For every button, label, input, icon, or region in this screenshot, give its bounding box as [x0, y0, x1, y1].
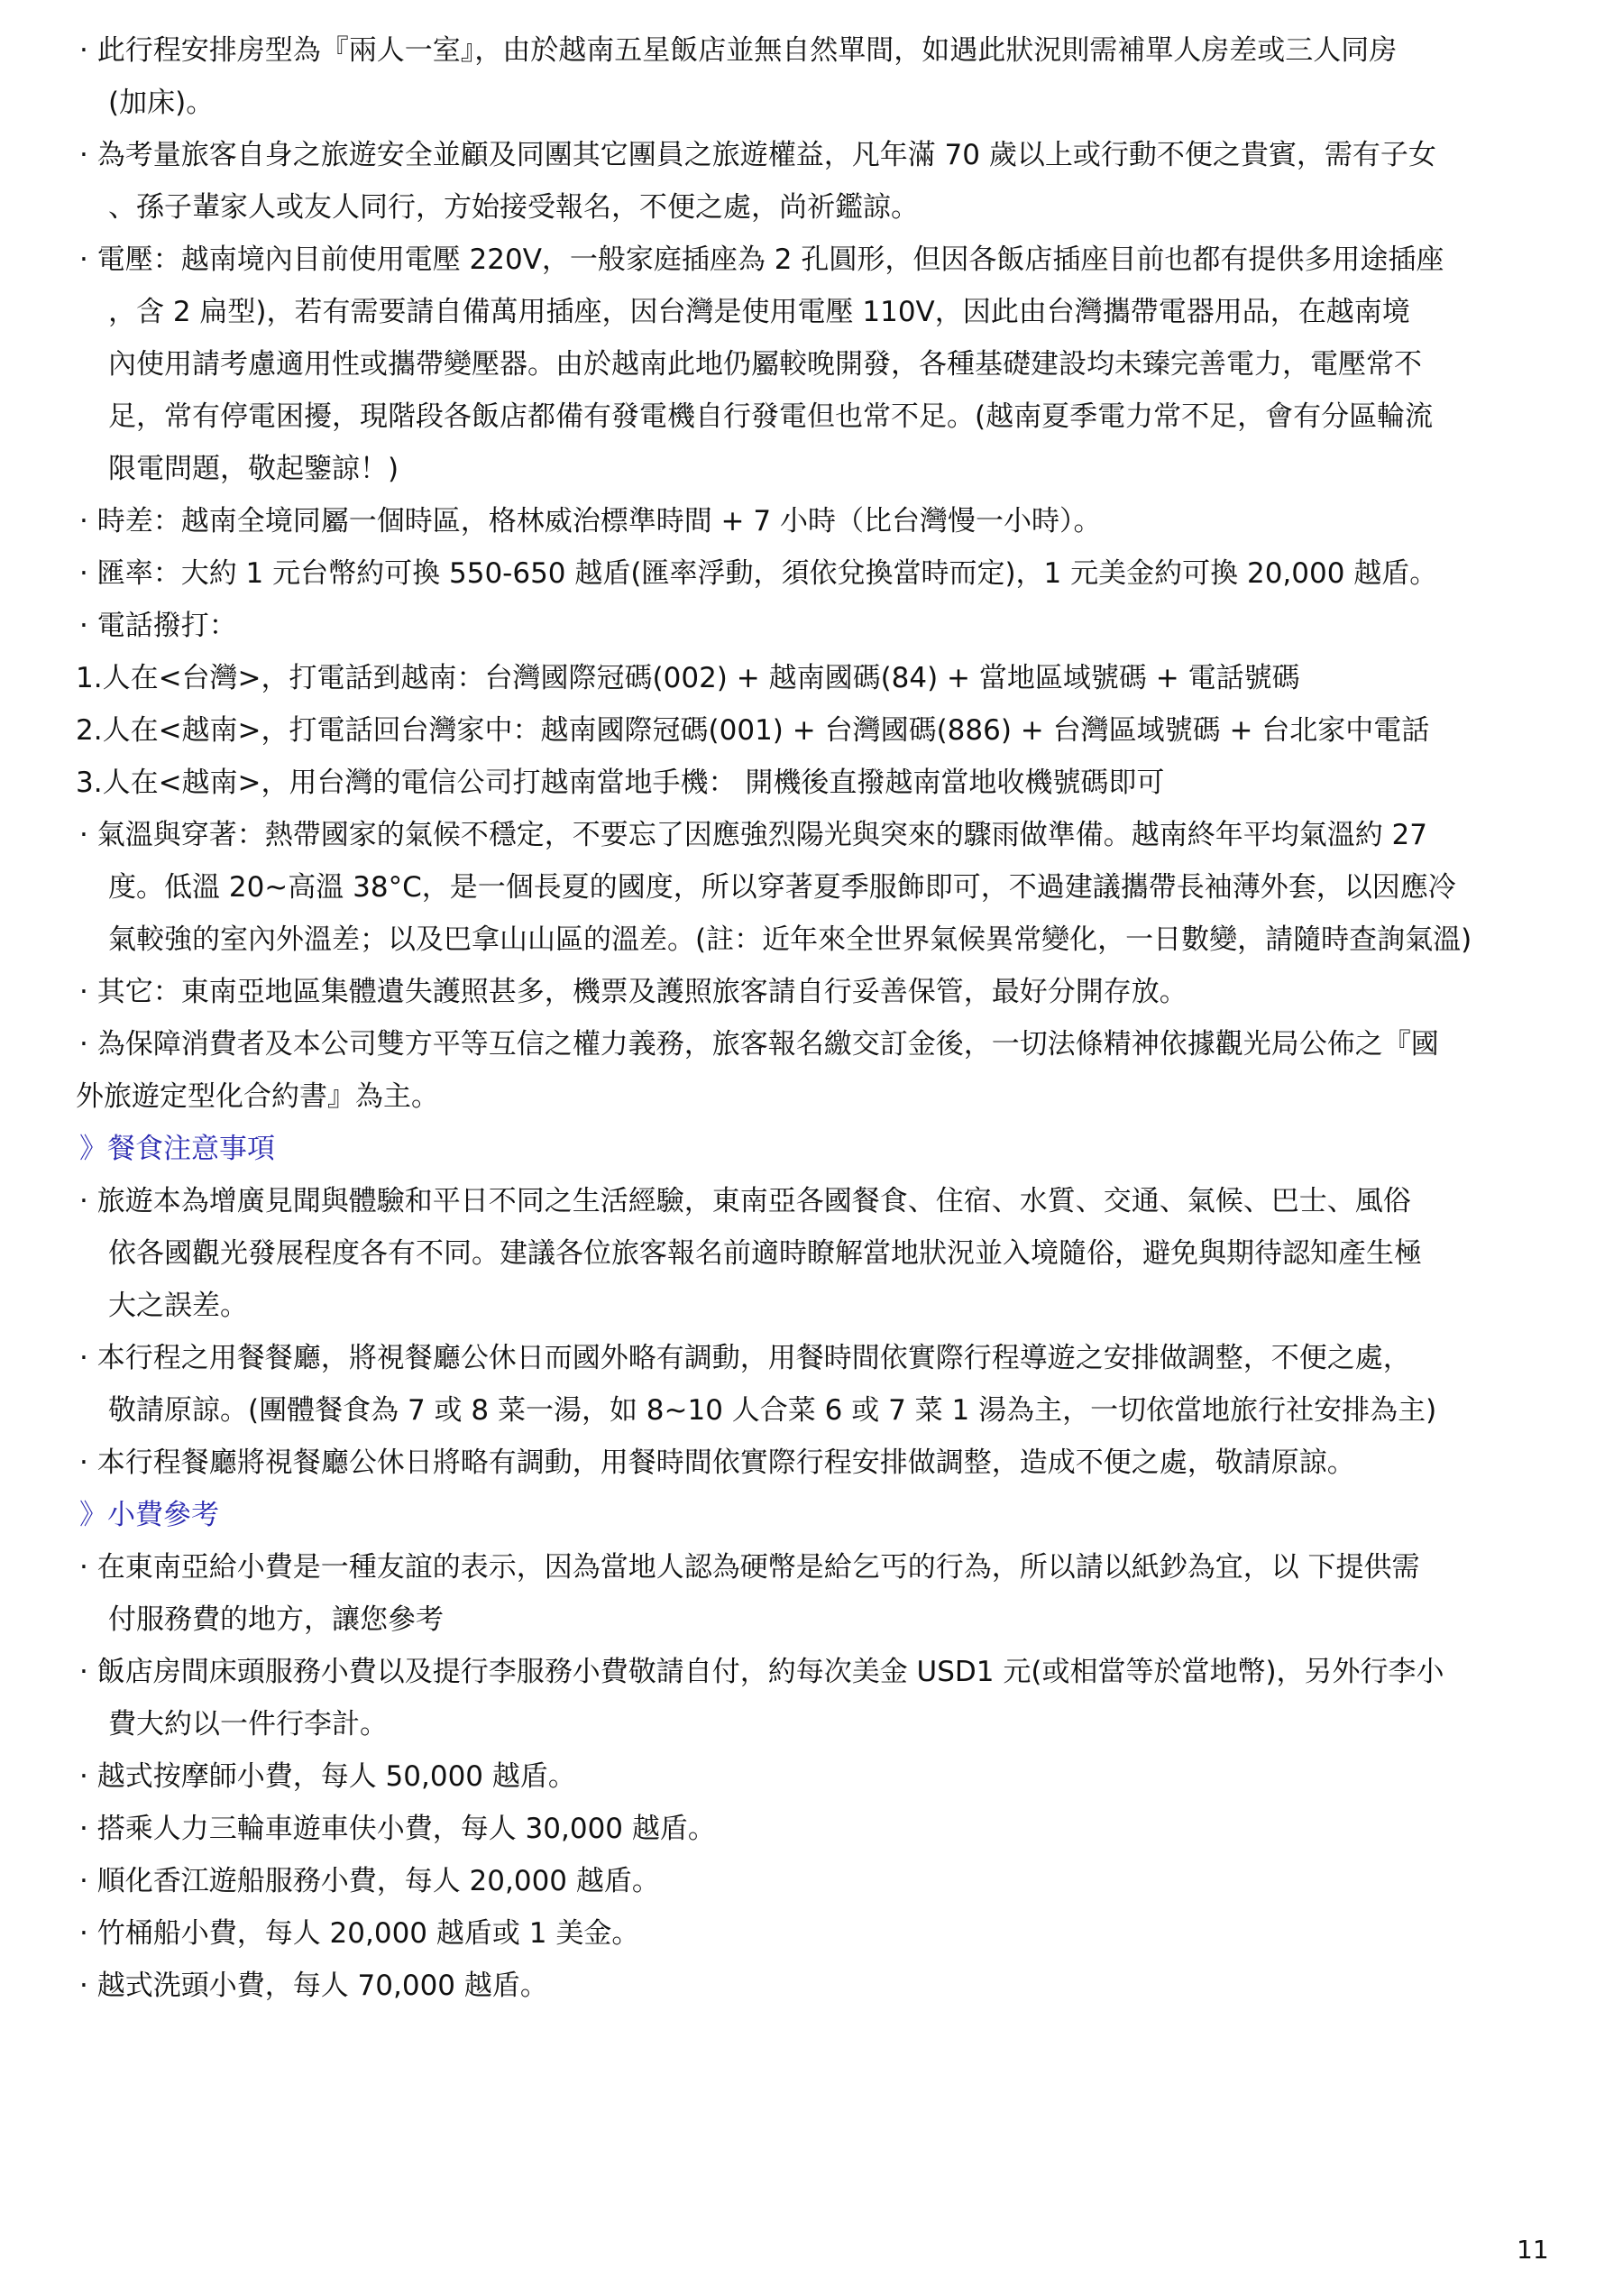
text-line: · 飯店房間床頭服務小費以及提行李服務小費敬請自付，約每次美金 USD1 元(或相當等於當地幣)，另外行李小 [79, 1656, 1444, 1688]
text-line: 外旅遊定型化合約書』為主。 [76, 1080, 439, 1113]
text-line: · 其它：東南亞地區集體遺失護照甚多，機票及護照旅客請自行妥善保管，最好分開存放。 [79, 976, 1187, 1008]
text-line: · 在東南亞給小費是一種友誼的表示，因為當地人認為硬幣是給乞丐的行為，所以請以紙鈔為宜，以 下提供需 [79, 1551, 1420, 1584]
text-line: 敬請原諒。(團體餐食為 7 或 8 菜一湯，如 8~10 人合菜 6 或 7 菜 1 湯為主，一切依當地旅行社安排為主) [108, 1394, 1437, 1427]
text-line: · 旅遊本為增廣見聞與體驗和平日不同之生活經驗，東南亞各國餐食、住宿、水質、交通、氣候、巴士、風俗 [79, 1185, 1411, 1217]
text-line: · 匯率：大約 1 元台幣約可換 550-650 越盾(匯率浮動，須依兌換當時而定)，1 元美金約可換 20,000 越盾。 [79, 557, 1438, 590]
text-line: 2.人在<越南>，打電話回台灣家中：越南國際冠碼(001) + 台灣國碼(886) + 台灣區域號碼 + 台北家中電話 [76, 714, 1430, 747]
section-heading: 》小費參考 [79, 1499, 219, 1531]
text-line: (加床)。 [108, 87, 215, 119]
text-line: 3.人在<越南>，用台灣的電信公司打越南當地手機： 開機後直撥越南當地收機號碼即可 [76, 767, 1165, 799]
section-heading: 》餐食注意事項 [79, 1133, 275, 1165]
text-line: 1.人在<台灣>，打電話到越南：台灣國際冠碼(002) + 越南國碼(84) + 當地區域號碼 + 電話號碼 [76, 662, 1300, 694]
text-line: · 竹桶船小費，每人 20,000 越盾或 1 美金。 [79, 1917, 640, 1950]
text-line: · 此行程安排房型為『兩人一室』，由於越南五星飯店並無自然單間，如遇此狀況則需補單人房差或三人同房 [79, 34, 1398, 67]
text-line: · 順化香江遊船服務小費，每人 20,000 越盾。 [79, 1865, 660, 1897]
text-line: 氣較強的室內外溫差；以及巴拿山山區的溫差。(註：近年來全世界氣候異常變化，一日數變，請隨時查詢氣溫) [108, 923, 1472, 956]
text-line: · 本行程之用餐餐廳，將視餐廳公休日而國外略有調動，用餐時間依實際行程導遊之安排做調整，不便之處， [79, 1342, 1411, 1374]
text-line: · 為保障消費者及本公司雙方平等互信之權力義務，旅客報名繳交訂金後，一切法條精神依據觀光局公佈之『國 [79, 1028, 1439, 1061]
text-line: 依各國觀光發展程度各有不同。建議各位旅客報名前適時瞭解當地狀況並入境隨俗，避免與期待認知產生極 [108, 1237, 1422, 1270]
text-line: · 越式按摩師小費，每人 50,000 越盾。 [79, 1760, 576, 1793]
text-line: ，含 2 扁型)，若有需要請自備萬用插座，因台灣是使用電壓 110V，因此由台灣攜帶電器用品，在越南境 [108, 296, 1410, 328]
text-line: 、孫子輩家人或友人同行，方始接受報名，不便之處，尚祈鑑諒。 [108, 191, 919, 224]
text-line: · 本行程餐廳將視餐廳公休日將略有調動，用餐時間依實際行程安排做調整，造成不便之處，敬請原諒。 [79, 1446, 1355, 1479]
text-line: · 為考量旅客自身之旅遊安全並顧及同團其它團員之旅遊權益，凡年滿 70 歲以上或行動不便之貴賓，需有子女 [79, 139, 1436, 171]
text-line: · 搭乘人力三輪車遊車伕小費，每人 30,000 越盾。 [79, 1813, 716, 1845]
text-line: 付服務費的地方，讓您參考 [108, 1603, 444, 1636]
text-line: 足，常有停電困擾，現階段各飯店都備有發電機自行發電但也常不足。(越南夏季電力常不足，會有分區輪流 [108, 400, 1434, 433]
text-line: 費大約以一件行李計。 [108, 1708, 388, 1740]
text-line: 度。低溫 20~高溫 38°C，是一個長夏的國度，所以穿著夏季服飾即可，不過建議攜帶長袖薄外套，以因應冷 [108, 871, 1456, 904]
text-line: 內使用請考慮適用性或攜帶變壓器。由於越南此地仍屬較晚開發，各種基礎建設均未臻完善電力，電壓常不 [108, 348, 1422, 381]
text-line: · 越式洗頭小費，每人 70,000 越盾。 [79, 1970, 548, 2002]
page-number: 11 [1517, 2235, 1549, 2264]
text-line: · 時差：越南全境同屬一個時區，格林威治標準時間 + 7 小時（比台灣慢一小時）。 [79, 505, 1102, 537]
text-line: · 電壓：越南境內目前使用電壓 220V，一般家庭插座為 2 孔圓形，但因各飯店插座目前也都有提供多用途插座 [79, 243, 1444, 276]
text-line: · 氣溫與穿著：熱帶國家的氣候不穩定，不要忘了因應強烈陽光與突來的驟雨做準備。越南終年平均氣溫約 27 [79, 819, 1428, 851]
text-line: 大之誤差。 [108, 1290, 248, 1322]
text-line: 限電問題，敬起鑒諒！) [108, 453, 399, 485]
text-line: · 電話撥打： [79, 610, 237, 642]
